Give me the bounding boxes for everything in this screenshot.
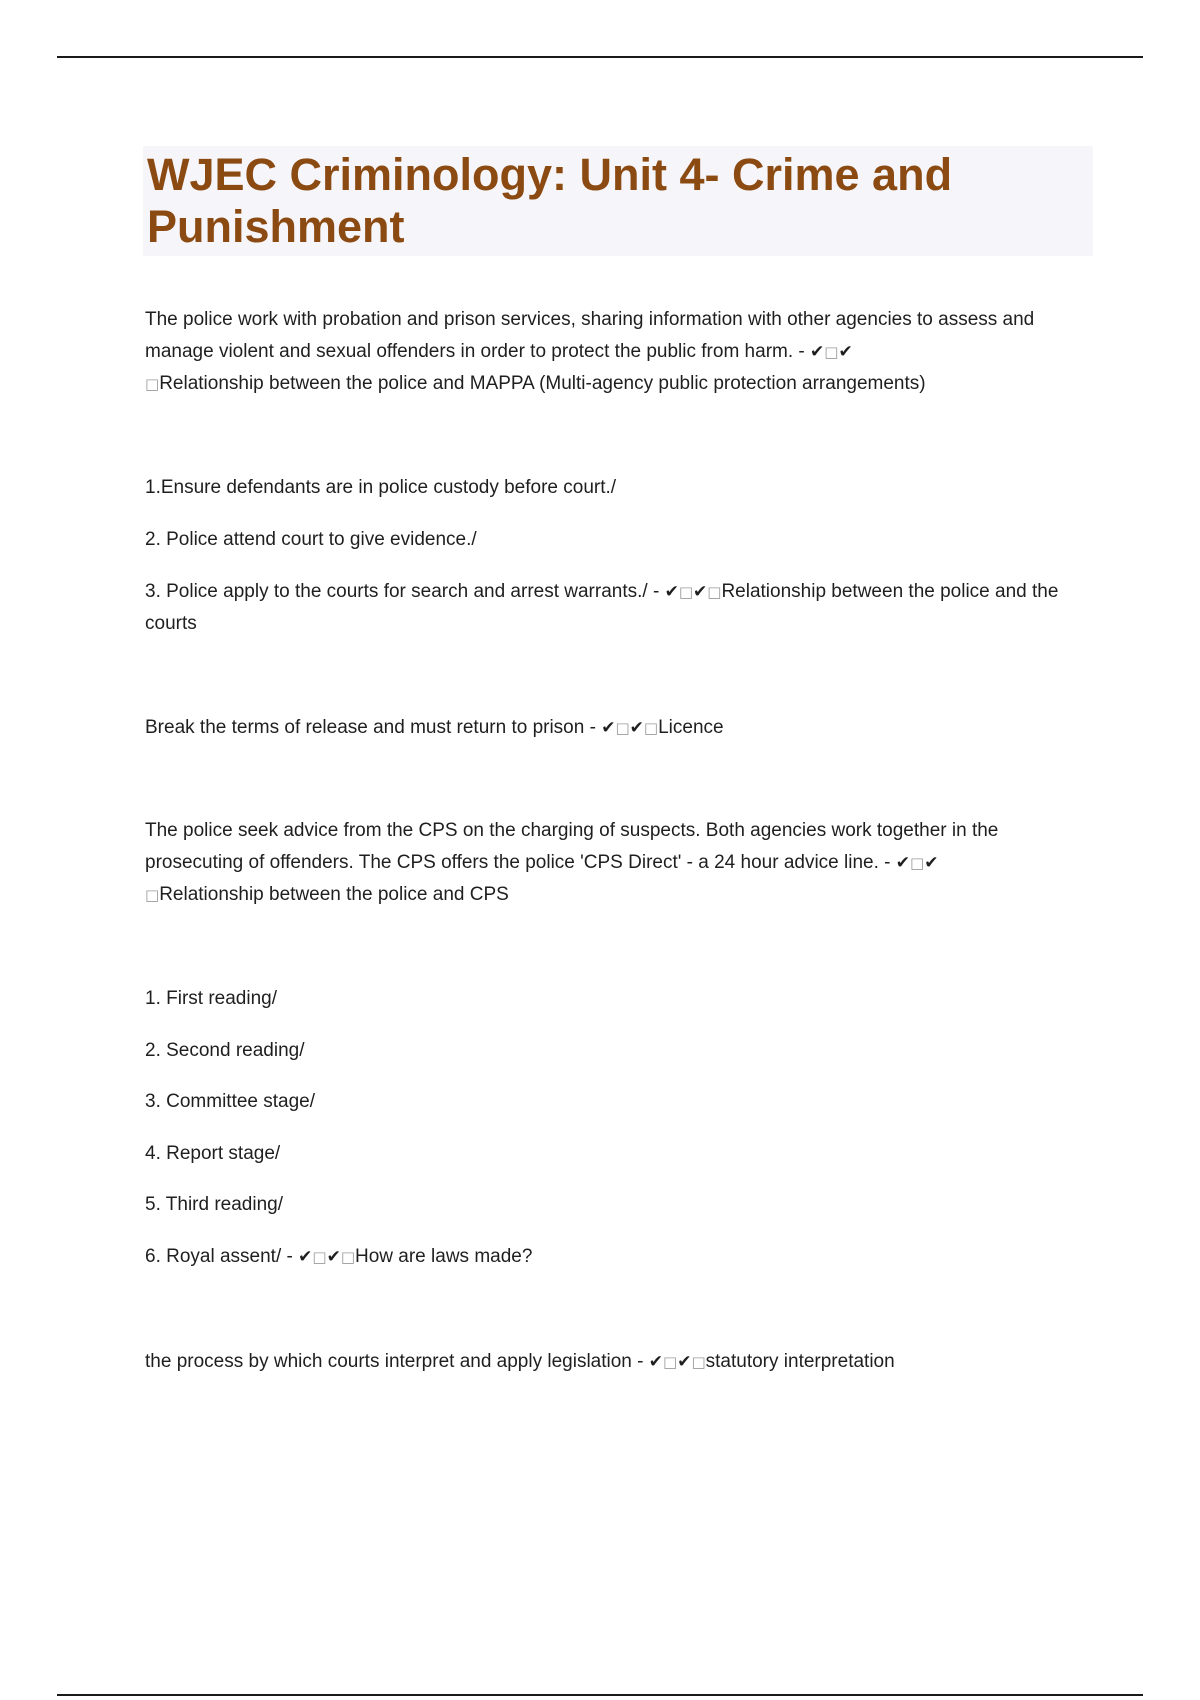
check-icon: ✔ [648, 1352, 664, 1372]
box-icon: □ [707, 583, 722, 601]
card-5-line-2: 2. Second reading/ [145, 1040, 305, 1061]
check-icon: ✔ [810, 342, 825, 362]
check-icon: ✔ [895, 853, 911, 873]
check-icon: ✔ [677, 1352, 692, 1372]
box-icon: □ [615, 719, 630, 737]
header-rule [57, 56, 1143, 58]
box-icon: □ [312, 1248, 327, 1266]
check-icon: ✔ [601, 718, 616, 738]
check-icon: ✔ [664, 582, 679, 602]
box-icon: □ [824, 343, 839, 361]
card-5-line-5: 5. Third reading/ [145, 1194, 284, 1215]
check-icon: ✔ [693, 582, 708, 602]
card-2-line-2: 2. Police attend court to give evidence./ [145, 529, 477, 550]
card-5-question-end: 6. Royal assent/ - [145, 1246, 293, 1267]
card-1 [145, 304, 1090, 400]
box-icon: □ [910, 854, 925, 872]
box-icon: □ [340, 1248, 355, 1266]
box-icon: □ [145, 375, 160, 393]
footer-rule [57, 1694, 1143, 1696]
card-4-answer: Relationship between the police and CPS [159, 884, 509, 905]
card-2-answer: Relationship between the police and the courts [145, 581, 1059, 634]
card-2-line-1: 1.Ensure defendants are in police custody before court./ [145, 477, 617, 498]
check-icon: ✔ [629, 718, 644, 738]
card-6 [145, 1346, 1090, 1378]
card-5-line-4: 4. Report stage/ [145, 1143, 281, 1164]
card-5-line-6 [145, 1241, 1090, 1273]
title-banner [143, 146, 1093, 256]
box-icon: □ [643, 719, 659, 737]
box-icon: □ [663, 1353, 678, 1371]
card-1-answer: Relationship between the police and MAPPA (Multi-agency public protection arrangements) [159, 373, 926, 394]
card-2-line-3 [145, 576, 1090, 640]
check-icon: ✔ [838, 342, 853, 362]
check-icon: ✔ [924, 853, 939, 873]
card-5-line-1: 1. First reading/ [145, 988, 277, 1009]
check-icon: ✔ [326, 1247, 341, 1267]
document-title: WJEC Criminology: Unit 4- Crime and Punishment [147, 149, 953, 252]
card-3-question: Break the terms of release and must return to prison - [145, 717, 596, 738]
card-5-answer: How are laws made? [355, 1246, 533, 1267]
card-4-question: The police seek advice from the CPS on the charging of suspects. Both agencies work together in the prosecuting of offenders. The CPS offers the police 'CPS Direct' - a 24 hour advice line. - [145, 820, 999, 873]
box-icon: □ [145, 886, 160, 904]
card-3-answer: Licence [658, 717, 724, 738]
card-4 [145, 815, 1090, 911]
card-6-question: the process by which courts interpret and apply legislation - [145, 1351, 644, 1372]
card-5-line-3: 3. Committee stage/ [145, 1091, 316, 1112]
card-3 [145, 712, 1090, 744]
box-icon: □ [678, 583, 694, 601]
card-2-question-end: 3. Police apply to the courts for search and arrest warrants./ - [145, 581, 660, 602]
check-icon: ✔ [298, 1247, 313, 1267]
box-icon: □ [691, 1353, 706, 1371]
card-6-answer: statutory interpretation [705, 1351, 895, 1372]
card-1-question: The police work with probation and prison services, sharing information with other agencies to assess and manage violent and sexual offenders in order to protect the public from harm. - [145, 309, 1035, 362]
